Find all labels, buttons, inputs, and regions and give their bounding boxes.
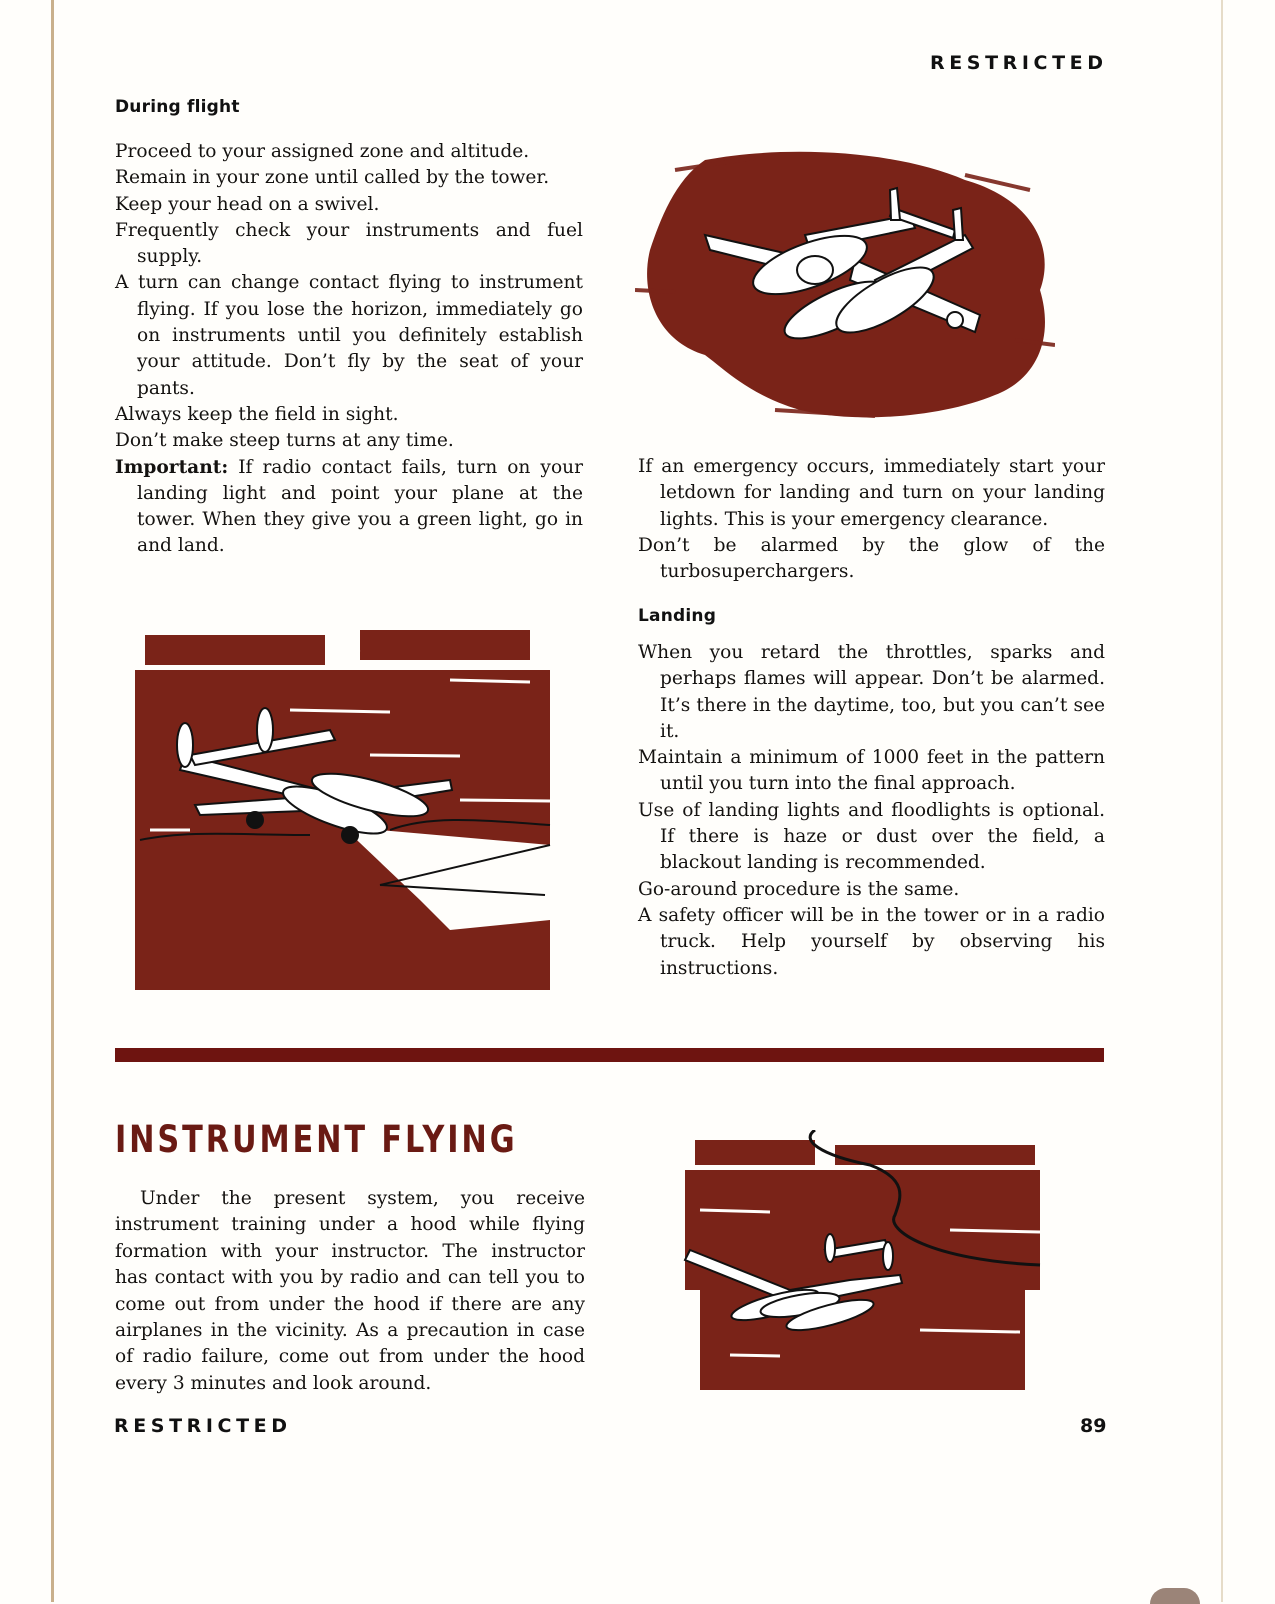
landing-list [638,640,1105,982]
section-title: INSTRUMENT FLYING [115,1118,518,1161]
during-flight-heading: During flight [115,97,240,117]
list-item: Frequently check your instruments and fuel supply. [115,219,583,268]
important-text: If radio contact fails, turn on your landing light and point your plane at the tower. When they give you a green light, go in and land. [137,456,583,557]
list-item: If an emergency occurs, immediately start your letdown for landing and turn on your landing lights. This is your emergency clearance. [638,456,1105,530]
important-item [115,455,583,560]
during-flight-list [115,139,583,560]
list-item: Use of landing lights and floodlights is optional. If there is haze or dust over the field, a blackout landing is recommended. [638,799,1105,874]
emergency-list [638,454,1105,585]
running-head: RESTRICTED [930,52,1108,74]
list-item: Go-around procedure is the same. [638,878,960,900]
page-edge-right [1221,0,1223,1602]
list-item: Remain in your zone until called by the tower. [115,167,550,189]
landing-heading: Landing [638,606,717,626]
important-label: Important: [115,456,229,478]
page-edge-left [51,0,54,1602]
list-item: Always keep the field in sight. [115,403,399,425]
list-item: Maintain a minimum of 1000 feet in the pattern until you turn into the final approach. [638,747,1105,795]
instrument-flying-body: Under the present system, you receive instrument training under a hood while flying formation with your instructor. The instructor has contact with you by radio and can tell you to come out from under the hood if there are any airplanes in the vicinity. As a precaution in case of radio failure, come out from under the hood every 3 minutes and look around. [115,1188,585,1394]
list-item: Don’t make steep turns at any time. [115,430,454,452]
p38-night-landing-illustration [130,630,560,995]
list-item: A safety officer will be in the tower or in a radio truck. Help yourself by observing his instructions. [638,904,1105,979]
list-item: Don’t be alarmed by the glow of the turbosuperchargers. [638,534,1105,583]
p38-weather-illustration [670,1130,1050,1395]
list-item: A turn can change contact flying to instrument flying. If you lose the horizon, immediately go on instruments until you definitely establish your attitude. Don’t fly by the seat of your pants. [115,272,583,399]
section-divider-rule [115,1048,1104,1062]
list-item: Keep your head on a swivel. [115,193,380,215]
footer-classification: RESTRICTED [114,1415,292,1437]
p38-in-flight-illustration [635,140,1055,425]
page-number: 89 [1080,1415,1107,1437]
list-item: Proceed to your assigned zone and altitude. [115,141,530,162]
list-item: When you retard the throttles, sparks and perhaps flames will appear. Don’t be alarmed. It’s there in the daytime, too, but you can’t see it. [638,642,1105,742]
